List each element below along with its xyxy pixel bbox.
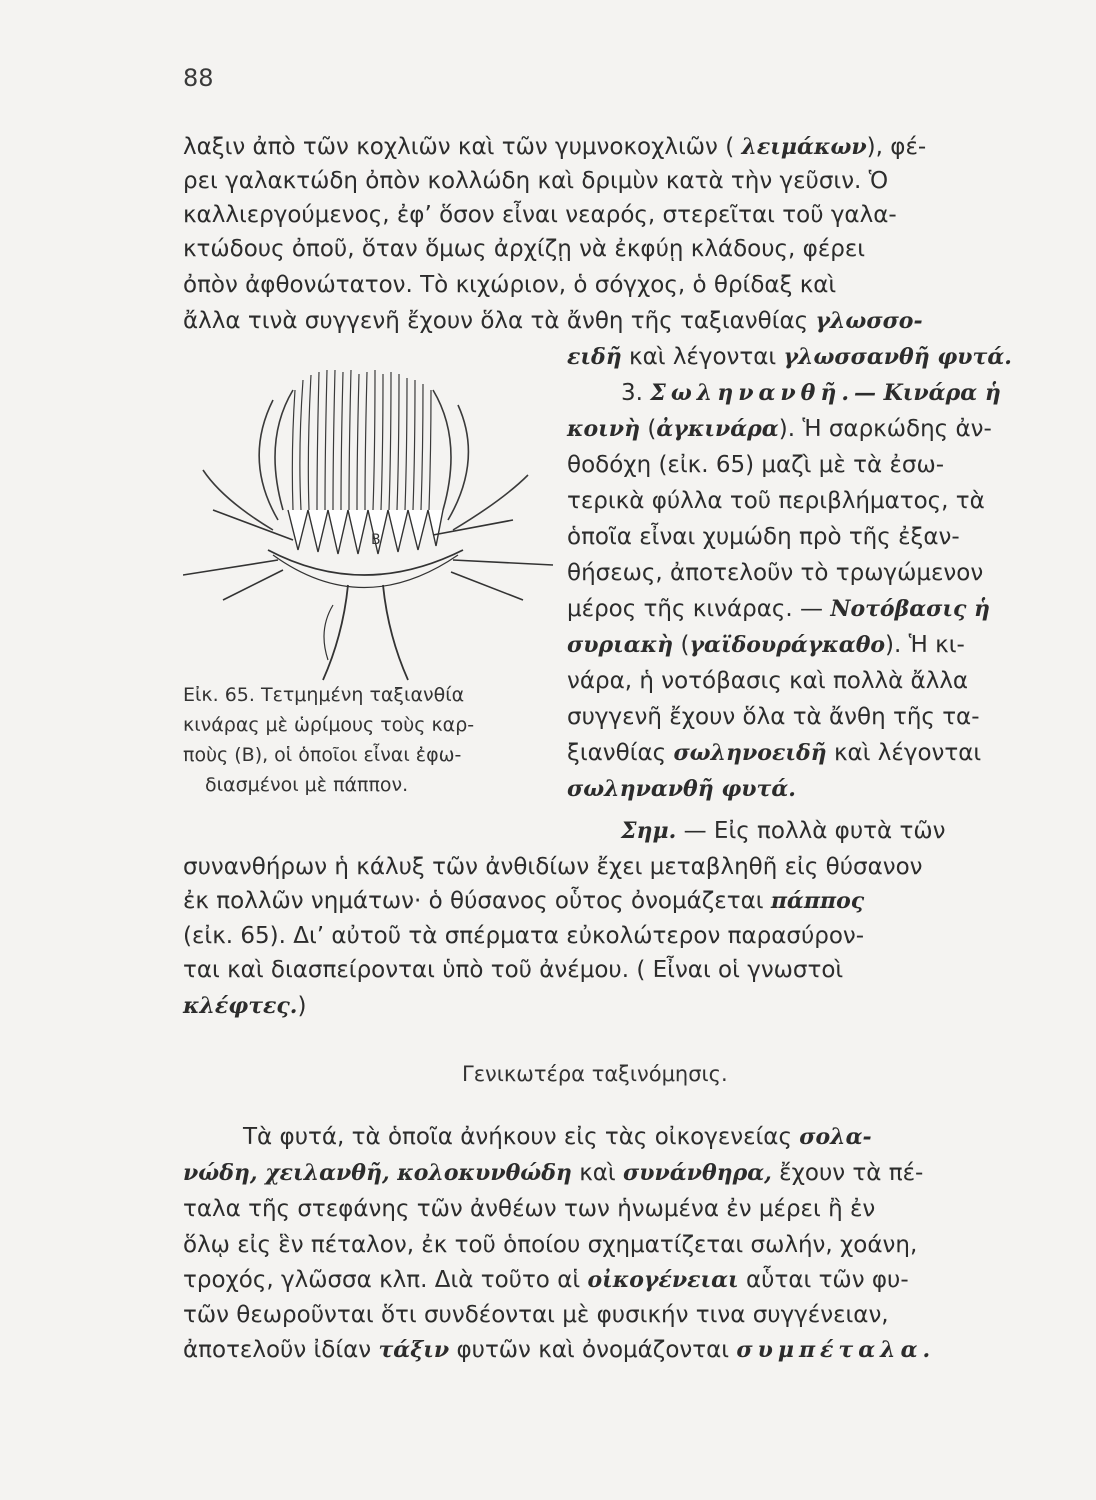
- text-span: τροχός, γλῶσσα κλπ. Διὰ τοῦτο αἱ: [183, 1267, 581, 1293]
- emphasis-term: συνάνθηρα,: [623, 1160, 772, 1186]
- text-line: [183, 166, 888, 196]
- text-span: ρει γαλακτώδη ὀπὸν κολλώδη καὶ δριμὺν κατὰ τὴν γεῦσιν. Ὁ: [183, 168, 889, 194]
- text-span: ἀποτελοῦν ἰδίαν: [183, 1337, 372, 1363]
- text-line: [183, 1194, 875, 1224]
- section-heading: Γενικωτέρα ταξινόμησις.: [462, 1062, 728, 1086]
- text-line: [183, 1300, 889, 1330]
- text-line: [567, 738, 981, 768]
- text-line: [183, 921, 864, 951]
- emphasis-term: ειδῆ: [567, 344, 622, 370]
- text-line: [183, 234, 865, 264]
- emphasis-term: γαϊδουράγκαθο: [689, 632, 886, 658]
- text-span: (: [647, 416, 657, 442]
- text-line: [183, 886, 864, 916]
- text-span: συγγενῆ ἔχουν ὅλα τὰ ἄνθη τῆς τα-: [567, 704, 980, 730]
- text-line: [183, 1230, 917, 1260]
- caption-text: Εἰκ. 65. Τετμημένη ταξιανθία: [183, 684, 465, 706]
- text-span: ὁποῖα εἶναι χυμώδη πρὸ τῆς ἐξαν-: [567, 524, 960, 550]
- emphasis-term: σολα-: [799, 1124, 872, 1150]
- emphasis-term: οἰκογένειαι: [587, 1267, 739, 1293]
- emphasis-term: Σημ.: [621, 818, 677, 844]
- text-span: μέρος τῆς κινάρας. —: [567, 596, 824, 622]
- text-span: ται καὶ διασπείρονται ὑπὸ τοῦ ἀνέμου. ( Εἶναι οἱ γνωστοὶ: [183, 957, 844, 983]
- caption-text: ποὺς (Β), οἱ ὁποῖοι εἶναι ἐφω-: [183, 744, 462, 766]
- caption-text: διασμένοι μὲ πάππον.: [205, 774, 409, 796]
- text-span: αὗται τῶν φυ-: [746, 1267, 909, 1293]
- emphasis-term: πάππος: [770, 888, 865, 914]
- text-line: [567, 630, 965, 660]
- text-line: [183, 132, 926, 162]
- text-line: [183, 1335, 935, 1365]
- caption-line: [183, 682, 464, 708]
- text-line: [183, 306, 923, 336]
- emphasis-term: ἀγκινάρα: [656, 416, 779, 442]
- text-span: νάρα, ἡ νοτόβασις καὶ πολλὰ ἄλλα: [567, 668, 969, 694]
- emphasis-term: Σωληνανθῆ.: [650, 380, 854, 406]
- text-span: (: [680, 632, 690, 658]
- text-line: [183, 270, 836, 300]
- text-line: [567, 558, 983, 588]
- text-span: θήσεως, ἀποτελοῦν τὸ τρωγώμενον: [567, 560, 984, 586]
- emphasis-term: λειμάκων: [741, 134, 867, 160]
- text-span: — Εἰς πολλὰ φυτὰ τῶν: [683, 818, 946, 844]
- emphasis-term: σωληνοειδῆ: [673, 740, 827, 766]
- text-line: [567, 594, 990, 624]
- emphasis-term: τάξιν: [378, 1337, 450, 1363]
- text-span: ). Ἡ κι-: [885, 632, 965, 658]
- emphasis-term: κοινὴ: [567, 416, 641, 442]
- text-line: [183, 200, 897, 230]
- text-line: [621, 378, 1001, 408]
- text-line: [621, 816, 945, 846]
- text-span: καὶ λέγονται: [629, 344, 777, 370]
- stem: [323, 585, 408, 680]
- emphasis-term: — Κινάρα ἡ: [853, 380, 1001, 406]
- text-span: καὶ: [579, 1160, 616, 1186]
- caption-line: [183, 742, 461, 768]
- caption-line: [183, 712, 474, 738]
- caption-line: [205, 772, 408, 798]
- text-span: τερικὰ φύλλα τοῦ περιβλήματος, τὰ: [567, 488, 985, 514]
- emphasis-term: κλέφτες.: [183, 993, 298, 1019]
- text-line: [567, 342, 1012, 372]
- text-span: λαξιν ἀπὸ τῶν κοχλιῶν καὶ τῶν γυμνοκοχλιῶν (: [183, 134, 735, 160]
- text-span: ἔχουν τὰ πέ-: [779, 1160, 924, 1186]
- receptacle: [268, 550, 463, 575]
- text-line: [183, 1158, 923, 1188]
- text-line: [183, 955, 843, 985]
- emphasis-term: γλωσσο-: [815, 308, 923, 334]
- caption-text: κινάρας μὲ ὡρίμους τοὺς καρ-: [183, 714, 475, 736]
- text-span: ): [297, 993, 307, 1019]
- text-line: [567, 702, 980, 732]
- emphasis-term: συριακὴ: [567, 632, 674, 658]
- text-span: ὀπὸν ἀφθονώτατον. Τὸ κιχώριον, ὁ σόγχος, ὁ θρίδαξ καὶ: [183, 272, 837, 298]
- text-span: φυτῶν καὶ ὀνομάζονται: [456, 1337, 730, 1363]
- text-span: καὶ λέγονται: [833, 740, 982, 766]
- text-span: ἄλλα τινὰ συγγενῆ ἔχουν ὅλα τὰ ἄνθη τῆς ταξιανθίας: [183, 308, 809, 334]
- text-line: [567, 450, 944, 480]
- text-span: ὅλῳ εἰς ἓν πέταλον, ἐκ τοῦ ὁποίου σχηματίζεται σωλήν, χοάνη,: [183, 1232, 918, 1258]
- emphasis-term: γλωσσανθῆ φυτά.: [783, 344, 1012, 370]
- text-line: [567, 522, 960, 552]
- text-span: καλλιεργούμενος, ἐφ’ ὅσον εἶναι νεαρός, στερεῖται τοῦ γαλα-: [183, 202, 897, 228]
- text-line: [243, 1122, 872, 1152]
- text-line: [183, 991, 306, 1021]
- text-span: ἐκ πολλῶν νημάτων· ὁ θύσανος οὗτος ὀνομάζεται: [183, 888, 764, 914]
- text-line: [567, 486, 985, 516]
- text-line: [567, 774, 796, 804]
- text-span: ξιανθίας: [567, 740, 667, 766]
- emphasis-term: σωληνανθῆ φυτά.: [567, 776, 796, 802]
- text-span: ), φέ-: [866, 134, 927, 160]
- pappus-bristles: [292, 370, 431, 510]
- emphasis-term: συμπέταλα.: [736, 1337, 936, 1363]
- text-line: [183, 1265, 909, 1295]
- figure-label-b: B: [371, 532, 381, 548]
- emphasis-term: νώδη, χειλανθῆ, κολοκυνθώδη: [183, 1160, 572, 1186]
- text-span: 3.: [621, 380, 643, 406]
- fruit-row: [288, 510, 443, 554]
- text-span: (εἰκ. 65). Δι’ αὐτοῦ τὰ σπέρματα εὐκολώτερον παρασύρον-: [183, 923, 865, 949]
- emphasis-term: Νοτόβασις ἡ: [830, 596, 991, 622]
- text-line: [567, 414, 992, 444]
- text-span: Τὰ φυτά, τὰ ὁποῖα ἀνήκουν εἰς τὰς οἰκογενείας: [243, 1124, 792, 1150]
- text-span: τῶν θεωροῦνται ὅτι συνδέονται μὲ φυσικήν τινα συγγένειαν,: [183, 1302, 889, 1328]
- spines: [183, 510, 553, 600]
- text-line: [183, 852, 923, 882]
- text-span: κτώδους ὀποῦ, ὅταν ὅμως ἀρχίζῃ νὰ ἐκφύῃ κλάδους, φέρει: [183, 236, 866, 262]
- text-span: θοδόχη (εἰκ. 65) μαζὶ μὲ τὰ ἐσω-: [567, 452, 945, 478]
- text-span: συνανθήρων ἡ κάλυξ τῶν ἀνθιδίων ἔχει μεταβληθῆ εἰς θύσανον: [183, 854, 923, 880]
- text-span: ). Ἡ σαρκώδης ἀν-: [778, 416, 992, 442]
- text-line: [567, 666, 968, 696]
- text-span: ταλα τῆς στεφάνης τῶν ἀνθέων των ἡνωμένα ἐν μέρει ἢ ἐν: [183, 1196, 876, 1222]
- page-number: 88: [183, 64, 214, 92]
- artichoke-section-illustration: [183, 360, 563, 685]
